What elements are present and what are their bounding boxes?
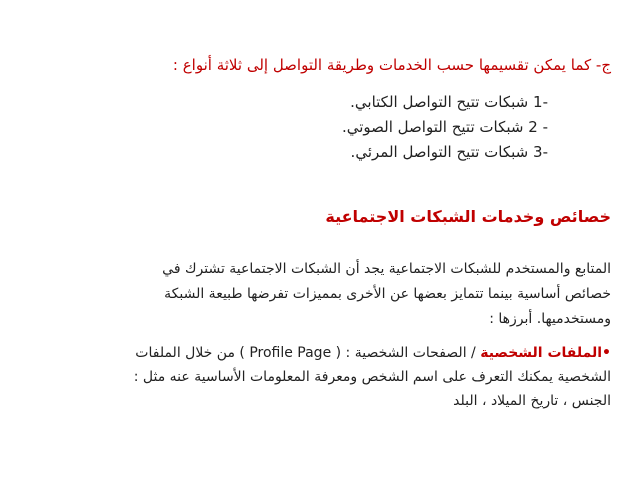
profile-line-2 (134, 369, 611, 386)
features-paragraph-line-3 (489, 311, 611, 328)
profile-line-2-text: الشخصية يمكنك التعرف على اسم الشخص ومعرفة المعلومات الأساسية عنه مثل : (133, 369, 611, 385)
list-item-2 (342, 118, 548, 136)
section-c-title (173, 56, 611, 74)
features-heading-text: خصائص وخدمات الشبكات الاجتماعية (325, 207, 611, 226)
list-item-3-text: شبكات تتيح التواصل المرئي. (350, 143, 529, 161)
features-paragraph-line-3-text: ومستخدميها. أبرزها : (489, 311, 611, 327)
section-c-title-text: ج- كما يمكن تقسيمها حسب الخدمات وطريقة التواصل إلى ثلاثة أنواع : (172, 56, 611, 74)
profile-line-1 (135, 345, 611, 362)
features-paragraph-line-1-text: المتابع والمستخدم للشبكات الاجتماعية يجد أن الشبكات الاجتماعية تشترك في (162, 261, 611, 277)
profile-line-1-rest: ) من خلال الملفات (135, 345, 245, 361)
list-item-3-number: 3- (533, 143, 548, 161)
list-item-1 (350, 93, 548, 111)
profile-english-term: Profile Page (249, 345, 332, 361)
list-item-3 (351, 143, 548, 161)
profile-term: الملفات الشخصية (480, 345, 603, 361)
features-heading (325, 207, 611, 226)
profile-line-3-text: الجنس ، تاريخ الميلاد ، البلد (453, 393, 611, 409)
features-paragraph-line-2-text: خصائص أساسية بينما تتمايز بعضها عن الأخرى بمميزات تفرضها طبيعة الشبكة (164, 286, 611, 302)
profile-line-3 (453, 393, 611, 410)
profile-separator: / (466, 345, 481, 361)
bullet-icon: • (602, 345, 611, 361)
list-item-1-number: 1- (533, 93, 548, 111)
profile-line-1-arabic: الصفحات الشخصية : ( (335, 345, 467, 361)
list-item-1-text: شبكات تتيح التواصل الكتابي. (350, 93, 529, 111)
list-item-2-number: 2 - (528, 118, 548, 136)
list-item-2-text: شبكات تتيح التواصل الصوتي. (341, 118, 524, 136)
features-paragraph-line-2 (164, 286, 611, 303)
features-paragraph-line-1 (162, 261, 611, 278)
